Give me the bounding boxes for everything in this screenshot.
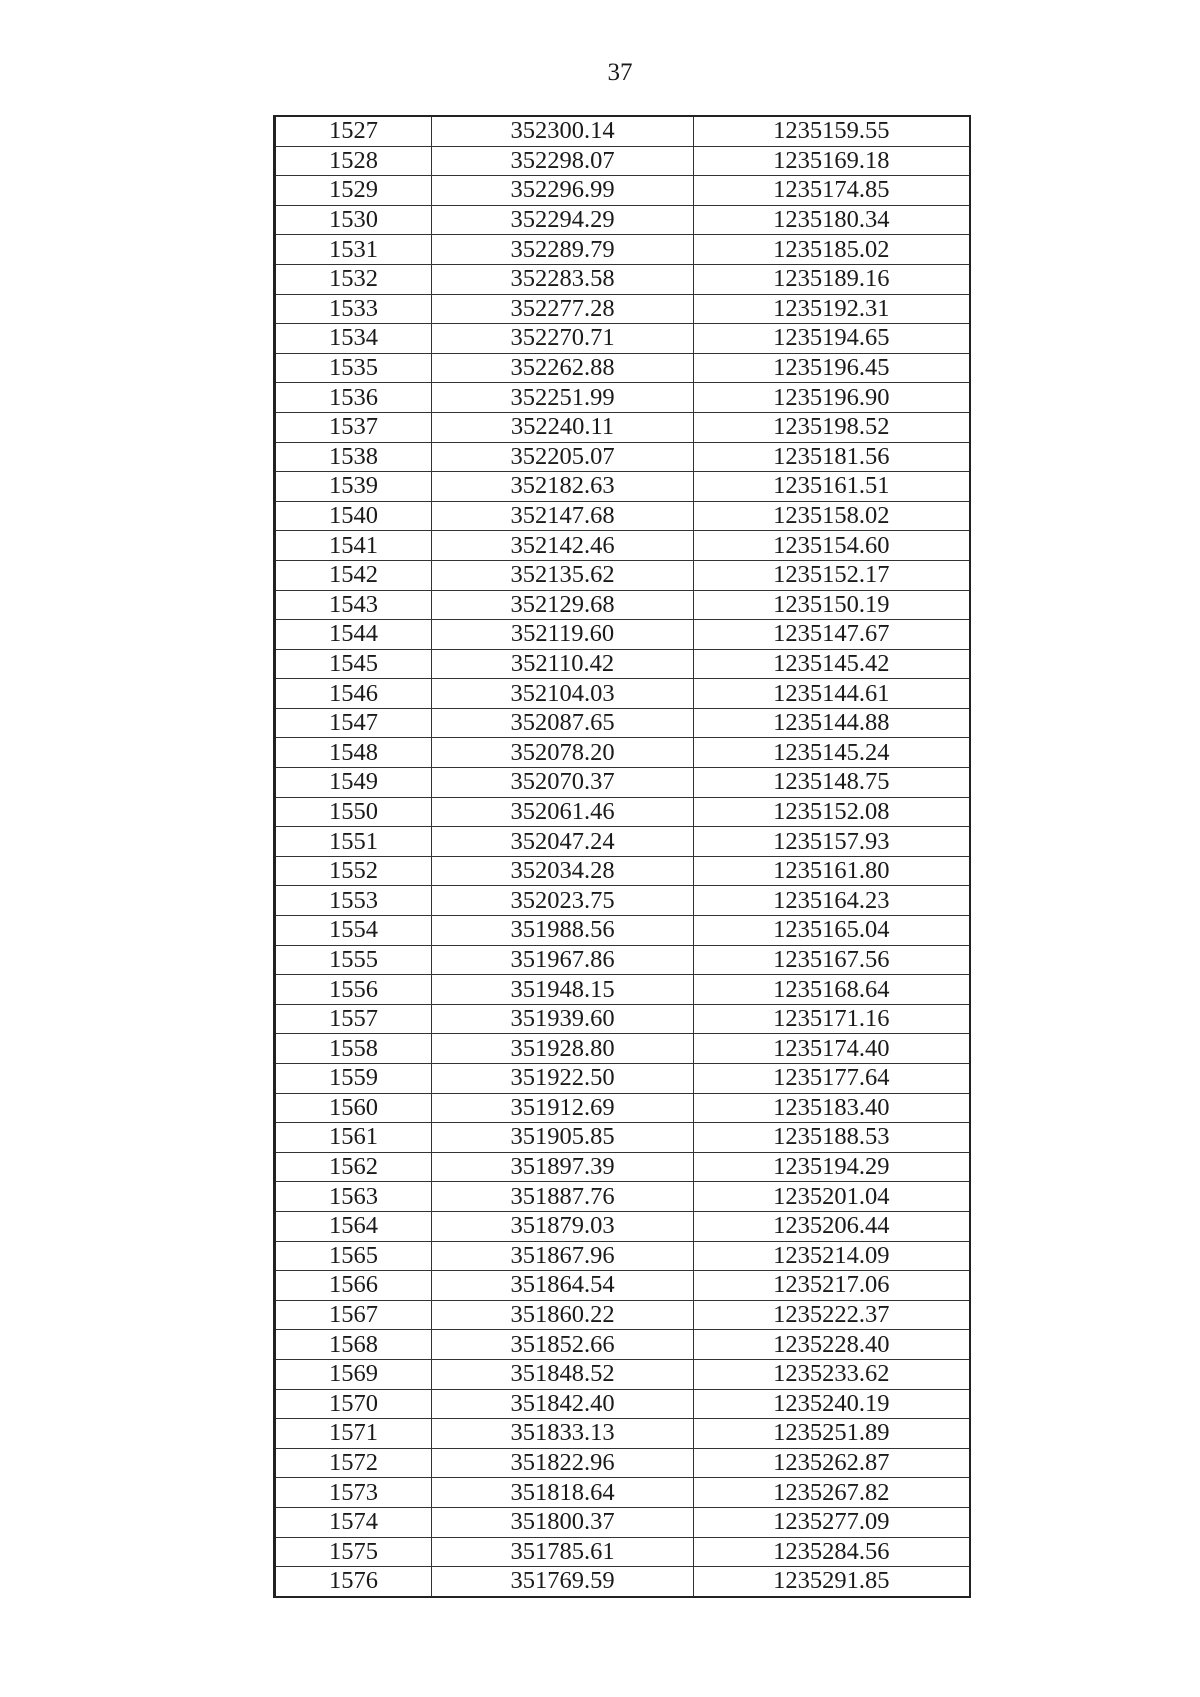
table-row — [275, 1152, 970, 1182]
x-coordinate-cell: 352270.71 — [432, 324, 694, 354]
y-coordinate-cell: 1235152.08 — [694, 797, 970, 827]
y-coordinate-cell: 1235233.62 — [694, 1359, 970, 1389]
x-coordinate-cell: 351800.37 — [432, 1507, 694, 1537]
table-row — [275, 1478, 970, 1508]
table-row — [275, 412, 970, 442]
x-coordinate-cell: 351864.54 — [432, 1271, 694, 1301]
table-row — [275, 531, 970, 561]
x-coordinate-cell: 351879.03 — [432, 1211, 694, 1241]
y-coordinate-cell: 1235194.65 — [694, 324, 970, 354]
point-number-cell: 1535 — [275, 353, 432, 383]
y-coordinate-cell: 1235161.80 — [694, 856, 970, 886]
x-coordinate-cell: 351928.80 — [432, 1034, 694, 1064]
table-row — [275, 916, 970, 946]
x-coordinate-cell: 351852.66 — [432, 1330, 694, 1360]
table-row — [275, 768, 970, 798]
x-coordinate-cell: 352104.03 — [432, 679, 694, 709]
y-coordinate-cell: 1235240.19 — [694, 1389, 970, 1419]
table-row — [275, 649, 970, 679]
point-number-cell: 1529 — [275, 176, 432, 206]
x-coordinate-cell: 351912.69 — [432, 1093, 694, 1123]
x-coordinate-cell: 352289.79 — [432, 235, 694, 265]
table-row — [275, 1093, 970, 1123]
x-coordinate-cell: 352277.28 — [432, 294, 694, 324]
table-row — [275, 856, 970, 886]
x-coordinate-cell: 352129.68 — [432, 590, 694, 620]
table-row — [275, 324, 970, 354]
table-row — [275, 1448, 970, 1478]
table-row — [275, 975, 970, 1005]
y-coordinate-cell: 1235262.87 — [694, 1448, 970, 1478]
table-row — [275, 501, 970, 531]
y-coordinate-cell: 1235164.23 — [694, 886, 970, 916]
table-row — [275, 146, 970, 176]
y-coordinate-cell: 1235201.04 — [694, 1182, 970, 1212]
y-coordinate-cell: 1235181.56 — [694, 442, 970, 472]
table-row — [275, 945, 970, 975]
point-number-cell: 1576 — [275, 1567, 432, 1597]
table-row — [275, 708, 970, 738]
y-coordinate-cell: 1235150.19 — [694, 590, 970, 620]
x-coordinate-cell: 352047.24 — [432, 827, 694, 857]
table-row — [275, 620, 970, 650]
x-coordinate-cell: 352142.46 — [432, 531, 694, 561]
x-coordinate-cell: 351967.86 — [432, 945, 694, 975]
point-number-cell: 1532 — [275, 264, 432, 294]
y-coordinate-cell: 1235165.04 — [694, 916, 970, 946]
y-coordinate-cell: 1235145.42 — [694, 649, 970, 679]
point-number-cell: 1550 — [275, 797, 432, 827]
x-coordinate-cell: 351860.22 — [432, 1300, 694, 1330]
x-coordinate-cell: 351818.64 — [432, 1478, 694, 1508]
y-coordinate-cell: 1235217.06 — [694, 1271, 970, 1301]
y-coordinate-cell: 1235251.89 — [694, 1419, 970, 1449]
point-number-cell: 1563 — [275, 1182, 432, 1212]
point-number-cell: 1552 — [275, 856, 432, 886]
table-row — [275, 205, 970, 235]
point-number-cell: 1560 — [275, 1093, 432, 1123]
x-coordinate-cell: 351897.39 — [432, 1152, 694, 1182]
x-coordinate-cell: 352078.20 — [432, 738, 694, 768]
point-number-cell: 1527 — [275, 116, 432, 146]
table-row — [275, 176, 970, 206]
y-coordinate-cell: 1235277.09 — [694, 1507, 970, 1537]
table-row — [275, 353, 970, 383]
point-number-cell: 1534 — [275, 324, 432, 354]
y-coordinate-cell: 1235196.45 — [694, 353, 970, 383]
point-number-cell: 1566 — [275, 1271, 432, 1301]
y-coordinate-cell: 1235174.85 — [694, 176, 970, 206]
y-coordinate-cell: 1235192.31 — [694, 294, 970, 324]
y-coordinate-cell: 1235158.02 — [694, 501, 970, 531]
y-coordinate-cell: 1235159.55 — [694, 116, 970, 146]
x-coordinate-cell: 352135.62 — [432, 560, 694, 590]
table-row — [275, 235, 970, 265]
coordinates-table-body — [275, 116, 970, 1597]
y-coordinate-cell: 1235189.16 — [694, 264, 970, 294]
table-row — [275, 294, 970, 324]
point-number-cell: 1545 — [275, 649, 432, 679]
table-row — [275, 738, 970, 768]
x-coordinate-cell: 352061.46 — [432, 797, 694, 827]
x-coordinate-cell: 351988.56 — [432, 916, 694, 946]
point-number-cell: 1564 — [275, 1211, 432, 1241]
point-number-cell: 1570 — [275, 1389, 432, 1419]
x-coordinate-cell: 352087.65 — [432, 708, 694, 738]
point-number-cell: 1556 — [275, 975, 432, 1005]
x-coordinate-cell: 352034.28 — [432, 856, 694, 886]
table-row — [275, 1537, 970, 1567]
y-coordinate-cell: 1235171.16 — [694, 1004, 970, 1034]
y-coordinate-cell: 1235267.82 — [694, 1478, 970, 1508]
point-number-cell: 1533 — [275, 294, 432, 324]
table-row — [275, 472, 970, 502]
point-number-cell: 1543 — [275, 590, 432, 620]
x-coordinate-cell: 352298.07 — [432, 146, 694, 176]
x-coordinate-cell: 352262.88 — [432, 353, 694, 383]
table-row — [275, 1182, 970, 1212]
y-coordinate-cell: 1235157.93 — [694, 827, 970, 857]
table-row — [275, 1064, 970, 1094]
point-number-cell: 1561 — [275, 1123, 432, 1153]
y-coordinate-cell: 1235194.29 — [694, 1152, 970, 1182]
table-row — [275, 560, 970, 590]
y-coordinate-cell: 1235154.60 — [694, 531, 970, 561]
table-row — [275, 797, 970, 827]
point-number-cell: 1574 — [275, 1507, 432, 1537]
y-coordinate-cell: 1235152.17 — [694, 560, 970, 590]
x-coordinate-cell: 352296.99 — [432, 176, 694, 206]
point-number-cell: 1567 — [275, 1300, 432, 1330]
point-number-cell: 1568 — [275, 1330, 432, 1360]
point-number-cell: 1554 — [275, 916, 432, 946]
point-number-cell: 1572 — [275, 1448, 432, 1478]
point-number-cell: 1536 — [275, 383, 432, 413]
table-row — [275, 1507, 970, 1537]
table-row — [275, 1330, 970, 1360]
point-number-cell: 1555 — [275, 945, 432, 975]
y-coordinate-cell: 1235167.56 — [694, 945, 970, 975]
table-row — [275, 1004, 970, 1034]
table-row — [275, 383, 970, 413]
y-coordinate-cell: 1235198.52 — [694, 412, 970, 442]
x-coordinate-cell: 351822.96 — [432, 1448, 694, 1478]
point-number-cell: 1565 — [275, 1241, 432, 1271]
x-coordinate-cell: 352240.11 — [432, 412, 694, 442]
y-coordinate-cell: 1235148.75 — [694, 768, 970, 798]
table-row — [275, 1271, 970, 1301]
table-row — [275, 1300, 970, 1330]
y-coordinate-cell: 1235147.67 — [694, 620, 970, 650]
point-number-cell: 1559 — [275, 1064, 432, 1094]
point-number-cell: 1537 — [275, 412, 432, 442]
page-number: 37 — [607, 59, 633, 86]
table-row — [275, 1389, 970, 1419]
point-number-cell: 1558 — [275, 1034, 432, 1064]
point-number-cell: 1551 — [275, 827, 432, 857]
x-coordinate-cell: 352205.07 — [432, 442, 694, 472]
x-coordinate-cell: 351842.40 — [432, 1389, 694, 1419]
coordinates-table — [273, 115, 971, 1598]
x-coordinate-cell: 352070.37 — [432, 768, 694, 798]
y-coordinate-cell: 1235284.56 — [694, 1537, 970, 1567]
point-number-cell: 1549 — [275, 768, 432, 798]
table-row — [275, 1419, 970, 1449]
y-coordinate-cell: 1235196.90 — [694, 383, 970, 413]
y-coordinate-cell: 1235145.24 — [694, 738, 970, 768]
table-row — [275, 1241, 970, 1271]
y-coordinate-cell: 1235168.64 — [694, 975, 970, 1005]
x-coordinate-cell: 352119.60 — [432, 620, 694, 650]
x-coordinate-cell: 351922.50 — [432, 1064, 694, 1094]
point-number-cell: 1531 — [275, 235, 432, 265]
point-number-cell: 1540 — [275, 501, 432, 531]
x-coordinate-cell: 352182.63 — [432, 472, 694, 502]
y-coordinate-cell: 1235185.02 — [694, 235, 970, 265]
x-coordinate-cell: 352294.29 — [432, 205, 694, 235]
table-row — [275, 1123, 970, 1153]
y-coordinate-cell: 1235177.64 — [694, 1064, 970, 1094]
y-coordinate-cell: 1235183.40 — [694, 1093, 970, 1123]
y-coordinate-cell: 1235222.37 — [694, 1300, 970, 1330]
table-row — [275, 116, 970, 146]
point-number-cell: 1546 — [275, 679, 432, 709]
point-number-cell: 1544 — [275, 620, 432, 650]
point-number-cell: 1547 — [275, 708, 432, 738]
x-coordinate-cell: 351887.76 — [432, 1182, 694, 1212]
x-coordinate-cell: 351939.60 — [432, 1004, 694, 1034]
y-coordinate-cell: 1235188.53 — [694, 1123, 970, 1153]
x-coordinate-cell: 352251.99 — [432, 383, 694, 413]
x-coordinate-cell: 351848.52 — [432, 1359, 694, 1389]
x-coordinate-cell: 351785.61 — [432, 1537, 694, 1567]
table-row — [275, 442, 970, 472]
x-coordinate-cell: 352300.14 — [432, 116, 694, 146]
y-coordinate-cell: 1235291.85 — [694, 1567, 970, 1597]
table-row — [275, 1359, 970, 1389]
point-number-cell: 1553 — [275, 886, 432, 916]
x-coordinate-cell: 352110.42 — [432, 649, 694, 679]
x-coordinate-cell: 351769.59 — [432, 1567, 694, 1597]
point-number-cell: 1557 — [275, 1004, 432, 1034]
point-number-cell: 1562 — [275, 1152, 432, 1182]
y-coordinate-cell: 1235214.09 — [694, 1241, 970, 1271]
point-number-cell: 1541 — [275, 531, 432, 561]
point-number-cell: 1569 — [275, 1359, 432, 1389]
table-row — [275, 1034, 970, 1064]
y-coordinate-cell: 1235174.40 — [694, 1034, 970, 1064]
x-coordinate-cell: 351867.96 — [432, 1241, 694, 1271]
table-row — [275, 886, 970, 916]
table-row — [275, 679, 970, 709]
x-coordinate-cell: 352023.75 — [432, 886, 694, 916]
x-coordinate-cell: 351905.85 — [432, 1123, 694, 1153]
table-row — [275, 1567, 970, 1597]
point-number-cell: 1538 — [275, 442, 432, 472]
point-number-cell: 1539 — [275, 472, 432, 502]
y-coordinate-cell: 1235228.40 — [694, 1330, 970, 1360]
table-row — [275, 1211, 970, 1241]
x-coordinate-cell: 352147.68 — [432, 501, 694, 531]
y-coordinate-cell: 1235144.61 — [694, 679, 970, 709]
point-number-cell: 1573 — [275, 1478, 432, 1508]
point-number-cell: 1530 — [275, 205, 432, 235]
table-row — [275, 827, 970, 857]
x-coordinate-cell: 351833.13 — [432, 1419, 694, 1449]
y-coordinate-cell: 1235169.18 — [694, 146, 970, 176]
point-number-cell: 1528 — [275, 146, 432, 176]
table-row — [275, 590, 970, 620]
point-number-cell: 1548 — [275, 738, 432, 768]
y-coordinate-cell: 1235144.88 — [694, 708, 970, 738]
y-coordinate-cell: 1235161.51 — [694, 472, 970, 502]
point-number-cell: 1542 — [275, 560, 432, 590]
x-coordinate-cell: 352283.58 — [432, 264, 694, 294]
y-coordinate-cell: 1235180.34 — [694, 205, 970, 235]
y-coordinate-cell: 1235206.44 — [694, 1211, 970, 1241]
table-row — [275, 264, 970, 294]
point-number-cell: 1575 — [275, 1537, 432, 1567]
x-coordinate-cell: 351948.15 — [432, 975, 694, 1005]
point-number-cell: 1571 — [275, 1419, 432, 1449]
